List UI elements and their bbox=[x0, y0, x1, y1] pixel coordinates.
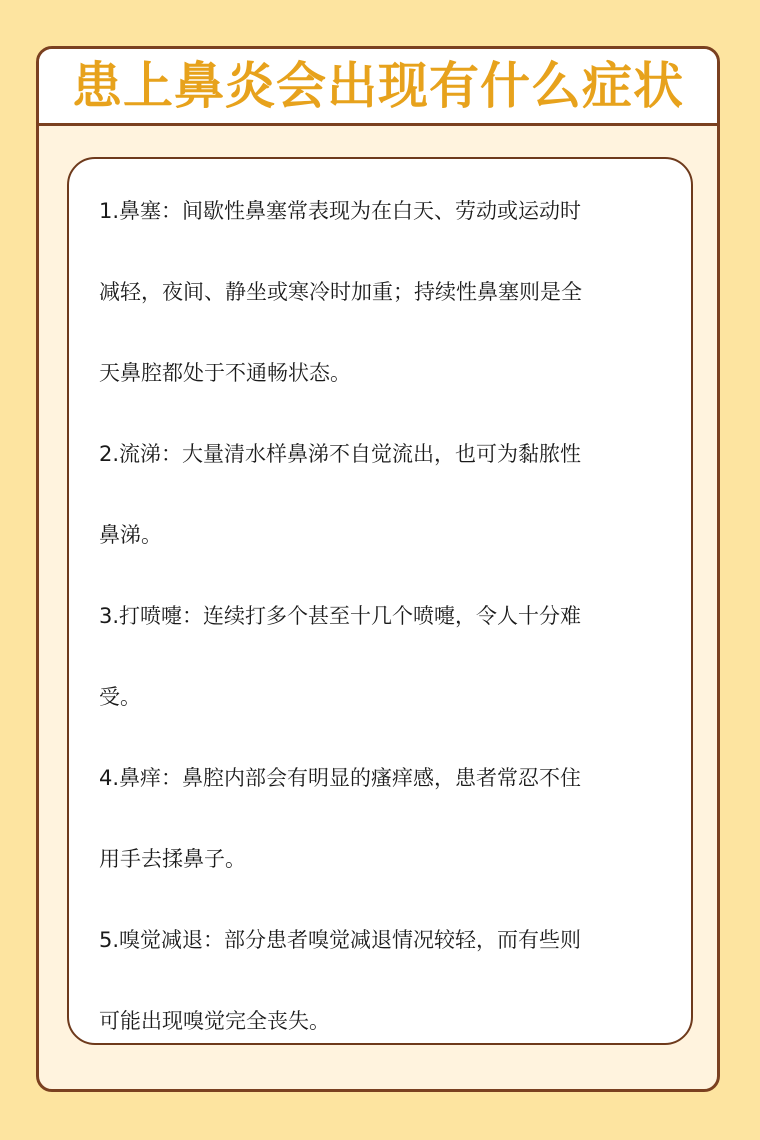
text-line: 鼻涕。 bbox=[99, 523, 162, 547]
text-line: 5.嗅觉减退：部分患者嗅觉减退情况较轻，而有些则 bbox=[99, 928, 582, 952]
text-line: 2.流涕：大量清水样鼻涕不自觉流出，也可为黏脓性 bbox=[99, 442, 582, 466]
text-line: 4.鼻痒：鼻腔内部会有明显的瘙痒感，患者常忍不住 bbox=[99, 766, 582, 790]
text-line: 1.鼻塞：间歇性鼻塞常表现为在白天、劳动或运动时 bbox=[99, 199, 582, 223]
title-bar bbox=[39, 49, 717, 126]
page-title: 患上鼻炎会出现有什么症状 bbox=[72, 57, 684, 115]
symptom-list bbox=[99, 187, 659, 1078]
text-line: 天鼻腔都处于不通畅状态。 bbox=[99, 361, 351, 385]
text-line: 受。 bbox=[99, 685, 141, 709]
text-line: 用手去揉鼻子。 bbox=[99, 847, 246, 871]
text-line: 3.打喷嚏：连续打多个甚至十几个喷嚏，令人十分难 bbox=[99, 604, 582, 628]
content-card bbox=[67, 157, 693, 1045]
text-line: 可能出现嗅觉完全丧失。 bbox=[99, 1009, 330, 1033]
text-line: 减轻，夜间、静坐或寒冷时加重；持续性鼻塞则是全 bbox=[99, 280, 582, 304]
